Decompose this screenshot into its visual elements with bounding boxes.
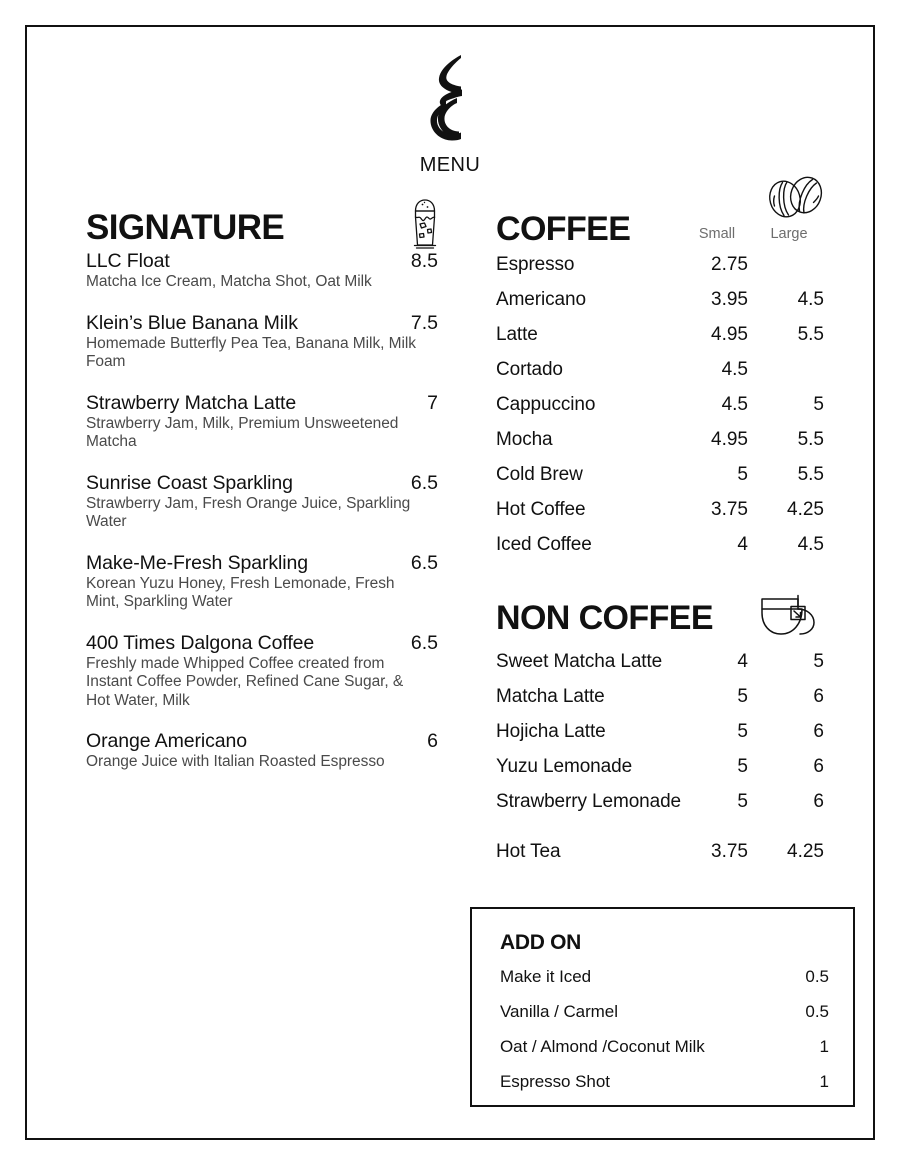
- ice-cream-float-glass-icon: [406, 198, 444, 250]
- signature-item-name: LLC Float: [86, 250, 170, 272]
- coffee-price-small: 2.75: [711, 254, 748, 275]
- non-coffee-price-large: 6: [813, 791, 824, 812]
- non-coffee-price-small: 5: [737, 756, 748, 777]
- signature-item-list: [86, 250, 438, 772]
- signature-item-description: Korean Yuzu Honey, Fresh Lemonade, Fresh Mint, Sparkling Water: [86, 575, 395, 611]
- coffee-item-name: Mocha: [496, 429, 553, 450]
- coffee-column: [496, 198, 826, 876]
- coffee-price-small: 4.5: [721, 394, 748, 415]
- signature-item-price: 6.5: [410, 471, 438, 494]
- table-row: [496, 686, 826, 721]
- table-row: [496, 254, 826, 289]
- signature-column: [86, 198, 438, 772]
- coffee-price-small: 4.95: [711, 324, 748, 345]
- signature-item: [86, 472, 438, 532]
- add-on-row: [500, 967, 829, 1002]
- signature-item-name: Strawberry Matcha Latte: [86, 391, 297, 414]
- add-on-item-name: Espresso Shot: [500, 1072, 610, 1091]
- add-on-item-price: 1: [819, 1037, 829, 1056]
- coffee-item-name: Cold Brew: [496, 464, 583, 485]
- table-row: [496, 791, 826, 841]
- coffee-item-name: Hot Coffee: [496, 499, 586, 520]
- signature-item: [86, 552, 438, 612]
- signature-item: [86, 730, 438, 772]
- coffee-price-large: 5.5: [797, 464, 824, 485]
- signature-header: [86, 198, 438, 250]
- signature-item-description: Orange Juice with Italian Roasted Espresso: [86, 753, 385, 771]
- size-large-label: Large: [770, 226, 808, 242]
- signature-item-name: Orange Americano: [86, 729, 247, 752]
- signature-item-name: 400 Times Dalgona Coffee: [86, 631, 315, 654]
- coffee-price-large: 5.5: [797, 324, 824, 345]
- table-row: [496, 324, 826, 359]
- coffee-item-name: Espresso: [496, 254, 575, 275]
- coffee-price-table: [496, 254, 826, 569]
- table-row: [496, 721, 826, 756]
- signature-item: [86, 312, 438, 372]
- signature-item-price: 7.5: [410, 311, 438, 334]
- coffee-price-large: 5: [813, 394, 824, 415]
- non-coffee-price-small: 5: [737, 721, 748, 742]
- table-row: [496, 841, 826, 876]
- menu-word: MENU: [419, 154, 481, 176]
- table-row: [496, 499, 826, 534]
- add-on-item-name: Make it Iced: [500, 967, 592, 986]
- non-coffee-item-name: Yuzu Lemonade: [496, 756, 633, 777]
- table-row: [496, 464, 826, 499]
- non-coffee-price-large: 6: [813, 756, 824, 777]
- add-on-row: [500, 1002, 829, 1037]
- signature-item-price: 7: [427, 391, 438, 414]
- signature-item-description: Strawberry Jam, Fresh Orange Juice, Sparkling Water: [86, 495, 411, 531]
- add-on-item-name: Vanilla / Carmel: [500, 1002, 618, 1021]
- signature-item-price: 8.5: [410, 250, 438, 272]
- coffee-item-name: Cappuccino: [496, 394, 596, 415]
- table-row: [496, 359, 826, 394]
- add-on-row: [500, 1037, 829, 1072]
- table-row: [496, 651, 826, 686]
- size-small-label: Small: [698, 226, 736, 242]
- signature-heading: SIGNATURE: [86, 208, 285, 247]
- signature-item-price: 6: [427, 729, 438, 752]
- non-coffee-heading: NON COFFEE: [496, 599, 713, 637]
- signature-item-description: Homemade Butterfly Pea Tea, Banana Milk, Milk Foam: [86, 335, 417, 371]
- add-on-row: [500, 1072, 829, 1107]
- add-on-item-price: 1: [819, 1072, 829, 1091]
- coffee-item-name: Cortado: [496, 359, 563, 380]
- coffee-price-small: 4.95: [711, 429, 748, 450]
- add-on-item-price: 0.5: [805, 967, 829, 986]
- coffee-beans-icon: [762, 172, 828, 222]
- non-coffee-item-name: Hojicha Latte: [496, 721, 606, 742]
- coffee-price-small: 5: [737, 464, 748, 485]
- non-coffee-item-name: Strawberry Lemonade: [496, 791, 682, 812]
- size-header-row: [496, 226, 826, 244]
- signature-item-description: Freshly made Whipped Coffee created from Instant Coffee Powder, Refined Cane Sugar, & Hot Water, Milk: [86, 655, 404, 709]
- non-coffee-price-small: 3.75: [711, 841, 748, 862]
- add-on-item-name: Oat / Almond /Coconut Milk: [500, 1037, 705, 1056]
- add-on-heading: ADD ON: [500, 931, 582, 954]
- coffee-price-large: 4.5: [797, 534, 824, 555]
- non-coffee-price-large: 6: [813, 686, 824, 707]
- coffee-price-small: 3.95: [711, 289, 748, 310]
- signature-item-description: Strawberry Jam, Milk, Premium Unsweetened Matcha: [86, 415, 399, 451]
- table-row: [496, 429, 826, 464]
- signature-item-name: Sunrise Coast Sparkling: [86, 471, 293, 494]
- coffee-item-name: Iced Coffee: [496, 534, 592, 555]
- signature-item: [86, 250, 438, 292]
- non-coffee-item-name: Hot Tea: [496, 841, 561, 862]
- coffee-header: [496, 198, 826, 254]
- signature-item-price: 6.5: [410, 551, 438, 574]
- non-coffee-price-large: 4.25: [787, 841, 824, 862]
- coffee-heading: COFFEE: [496, 210, 631, 248]
- signature-item-price: 6.5: [410, 631, 438, 654]
- coffee-price-large: 4.5: [797, 289, 824, 310]
- signature-item-description: Matcha Ice Cream, Matcha Shot, Oat Milk: [86, 273, 372, 291]
- coffee-price-small: 4.5: [721, 359, 748, 380]
- non-coffee-price-large: 6: [813, 721, 824, 742]
- non-coffee-price-large: 5: [813, 651, 824, 672]
- table-row: [496, 756, 826, 791]
- non-coffee-price-small: 5: [737, 791, 748, 812]
- non-coffee-item-name: Sweet Matcha Latte: [496, 651, 663, 672]
- signature-item-name: Make-Me-Fresh Sparkling: [86, 551, 309, 574]
- brand-header: [0, 52, 900, 177]
- add-on-item-price: 0.5: [805, 1002, 829, 1021]
- coffee-price-large: 4.25: [787, 499, 824, 520]
- table-row: [496, 534, 826, 569]
- add-on-box: [470, 907, 855, 1107]
- non-coffee-price-small: 4: [737, 651, 748, 672]
- non-coffee-price-small: 5: [737, 686, 748, 707]
- coffee-price-small: 4: [737, 534, 748, 555]
- double-epsilon-logo: [421, 52, 479, 150]
- coffee-item-name: Latte: [496, 324, 538, 345]
- signature-item-name: Klein’s Blue Banana Milk: [86, 311, 298, 334]
- non-coffee-price-table: [496, 651, 826, 876]
- table-row: [496, 394, 826, 429]
- table-row: [496, 289, 826, 324]
- signature-item: [86, 632, 438, 710]
- coffee-price-small: 3.75: [711, 499, 748, 520]
- teacup-with-tea-bag-icon: [758, 593, 828, 639]
- coffee-item-name: Americano: [496, 289, 586, 310]
- non-coffee-item-name: Matcha Latte: [496, 686, 605, 707]
- signature-item: [86, 392, 438, 452]
- coffee-price-large: 5.5: [797, 429, 824, 450]
- non-coffee-header: [496, 593, 826, 651]
